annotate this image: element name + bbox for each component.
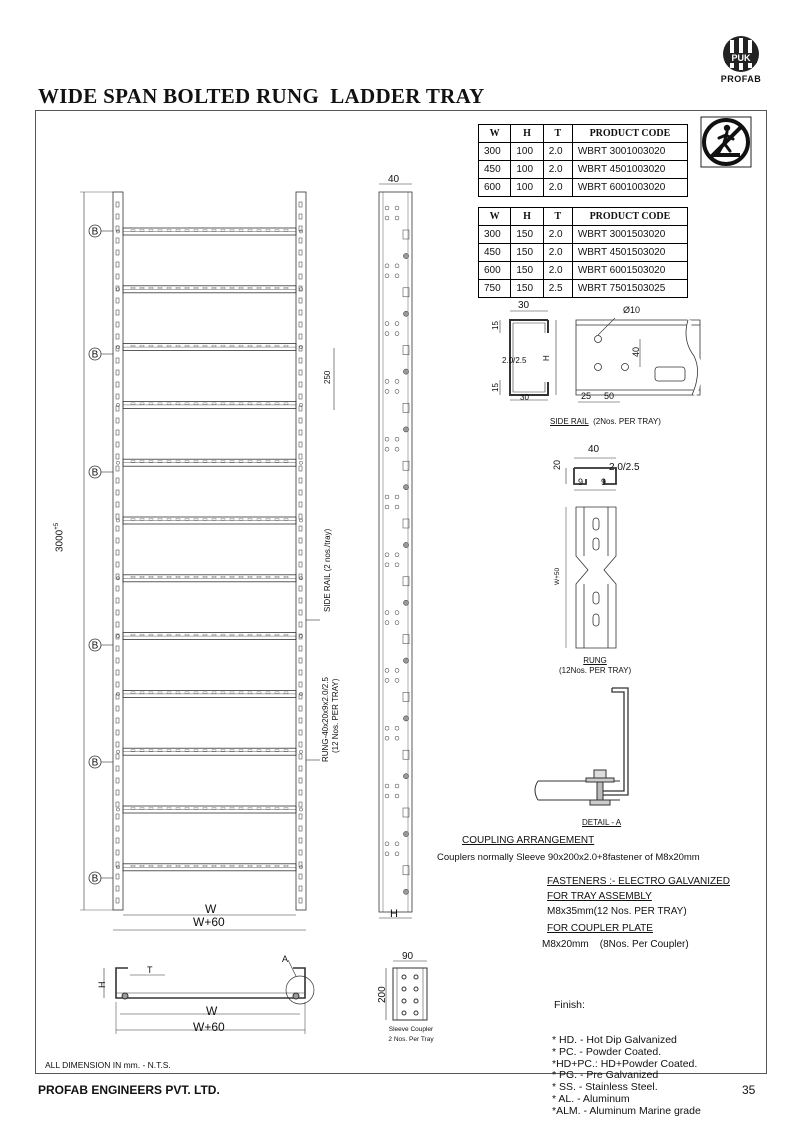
table-cell: 2.0 [543,226,572,244]
coupling-heading: COUPLING ARRANGEMENT [462,835,595,846]
table-header: H [511,208,543,226]
table-cell: 450 [479,161,511,179]
table-cell: 150 [511,226,543,244]
side-view [379,184,412,918]
rung [116,864,302,871]
page-title: WIDE SPAN BOLTED RUNG LADDER TRAY [38,84,485,108]
table-cell: 2.5 [543,280,572,298]
right-side-rail [296,192,306,910]
rung [116,806,302,813]
rung [116,748,302,755]
rung [116,633,302,640]
side-view-height-dim: H [390,908,398,920]
table-cell: 2.0 [543,161,572,179]
rail-flange-dim: 30 [518,300,530,311]
side-rail-caption: SIDE RAIL (2Nos. PER TRAY) [550,417,661,426]
side-view-top-dim: 40 [388,174,400,185]
marker-label: B [91,640,99,652]
rung [116,690,302,697]
coupler-plate-heading: FOR COUPLER PLATE [547,923,653,934]
marker-label: B [91,757,99,769]
rail-bottom-dim: 30 [520,393,529,402]
rail-thickness-dim: 2.0/2.5 [502,356,527,365]
side-rail-elevation [379,192,412,912]
rung [116,286,302,293]
bolt-marker [89,225,113,238]
bolt-marker [89,639,113,652]
sleeve-width-dim: 90 [402,951,414,962]
rail-hole-pitch-dim: 40 [631,346,641,357]
detail-a-drawing [535,688,628,805]
marker-label: B [91,467,99,479]
plan-view [80,192,334,930]
width-dimension: W [205,902,217,916]
cross-section-w: W [206,1004,218,1018]
rung-lip2-dim: 9 [601,477,607,487]
table-cell: WBRT 4501503020 [572,244,687,262]
cross-section-t: T [147,965,153,975]
sleeve-caption: Sleeve Coupler 2 Nos. Per Tray [388,1026,434,1043]
rung-pitch-dimension: 250 [323,370,332,384]
table-cell: 100 [511,161,543,179]
cross-section-overall: W+60 [193,1020,225,1034]
bolt-marker [89,872,113,885]
finish-item: * HD. - Hot Dip Galvanized [552,1033,677,1046]
table-cell: 600 [479,179,511,197]
table-cell: 2.0 [543,244,572,262]
rung-lip1-dim: 9 [578,477,584,487]
finish-item: *HD+PC.: HD+Powder Coated. [552,1057,698,1070]
table-cell: 300 [479,143,511,161]
side-rail-callout: SIDE RAIL (2 nos./tray) [323,528,332,612]
table-header: T [543,208,572,226]
company-name: PROFAB ENGINEERS PVT. LTD. [38,1083,220,1097]
tray-assembly-text: M8x35mm(12 Nos. PER TRAY) [547,906,687,917]
table-cell: WBRT 3001503020 [572,226,687,244]
table-cell: WBRT 7501503025 [572,280,687,298]
table-cell: 2.0 [543,143,572,161]
side-rail-face [576,318,700,402]
bolt-marker [89,348,113,361]
rung-height-dim: 20 [552,459,562,470]
sleeve-coupler-drawing [386,961,427,1020]
rail-edge2-dim: 50 [604,391,615,401]
finish-heading: Finish: [554,998,585,1011]
rail-lip-bottom-dim: 15 [491,383,500,392]
table-cell: 100 [511,179,543,197]
rung-callout: RUNG-40x20x9x2.0/2.5 [321,677,330,762]
tray-assembly-heading: FOR TRAY ASSEMBLY [547,891,652,902]
table-header: PRODUCT CODE [572,125,687,143]
table-cell: 150 [511,244,543,262]
rail-hole-dim: Ø10 [623,305,641,315]
coupler-plate-text: M8x20mm (8Nos. Per Coupler) [542,939,689,950]
overall-width-dimension: W+60 [193,915,225,929]
table-header: T [543,125,572,143]
length-dimension: $3000^{+5}$ [54,522,66,552]
rung-thickness-dim: 2.0/2.5 [609,462,640,473]
dimension-note: ALL DIMENSION IN mm. - N.T.S. [45,1060,171,1070]
detail-a-marker: A [282,954,289,964]
finish-item: *ALM. - Aluminum Marine grade [552,1104,701,1117]
rung-elevation [566,507,616,648]
table-cell: 150 [511,280,543,298]
table-cell: 100 [511,143,543,161]
rail-edge1-dim: 25 [581,391,592,401]
finish-item: * PC. - Powder Coated. [552,1045,662,1058]
table-cell: 2.0 [543,179,572,197]
rung-width-dim: 40 [588,444,600,455]
table-header: PRODUCT CODE [572,208,687,226]
finish-item: * SS. - Stainless Steel. [552,1081,658,1094]
svg-text:PUK: PUK [731,53,751,63]
table-cell: 300 [479,226,511,244]
rung [116,401,302,408]
rung-qty-callout: (12 Nos. PER TRAY) [331,678,340,753]
rung-caption: RUNG (12Nos. PER TRAY) [559,656,632,675]
table-header: W [479,208,511,226]
rail-lip-dim: 15 [491,321,500,330]
finish-item: * PG. - Pre Galvanized [552,1069,659,1082]
table-header: H [511,125,543,143]
bolt-marker [89,756,113,769]
table-cell: 2.0 [543,262,572,280]
table-cell: 600 [479,262,511,280]
marker-label: B [91,349,99,361]
rung [116,575,302,582]
left-side-rail [113,192,123,910]
table-cell: 750 [479,280,511,298]
rung [116,228,302,235]
sleeve-height-dim: 200 [377,986,388,1003]
table-cell: 450 [479,244,511,262]
table-header: W [479,125,511,143]
coupling-text: Couplers normally Sleeve 90x200x2.0+8fastener of M8x20mm [437,852,700,863]
finish-list [552,1035,701,1118]
detail-a-caption: DETAIL - A [582,818,622,827]
table-cell: WBRT 3001003020 [572,143,687,161]
marker-label: B [91,873,99,885]
table-cell: WBRT 4501003020 [572,161,687,179]
table-cell: WBRT 6001003020 [572,179,687,197]
rung [116,344,302,351]
rung [116,459,302,466]
table-cell: 150 [511,262,543,280]
cross-section-h: H [97,981,107,988]
marker-label: B [91,226,99,238]
page-number: 35 [742,1083,756,1097]
fasteners-heading: FASTENERS :- ELECTRO GALVANIZED [547,876,730,887]
rail-height-dim: H [542,355,551,361]
finish-item: * AL. - Aluminum [552,1092,630,1105]
finish-legend [552,976,701,1129]
logo-name: PROFAB [720,74,762,84]
table-cell: WBRT 6001503020 [572,262,687,280]
bolt-marker [89,466,113,479]
rung [116,517,302,524]
rung-length-dim: W+50 [554,567,561,585]
